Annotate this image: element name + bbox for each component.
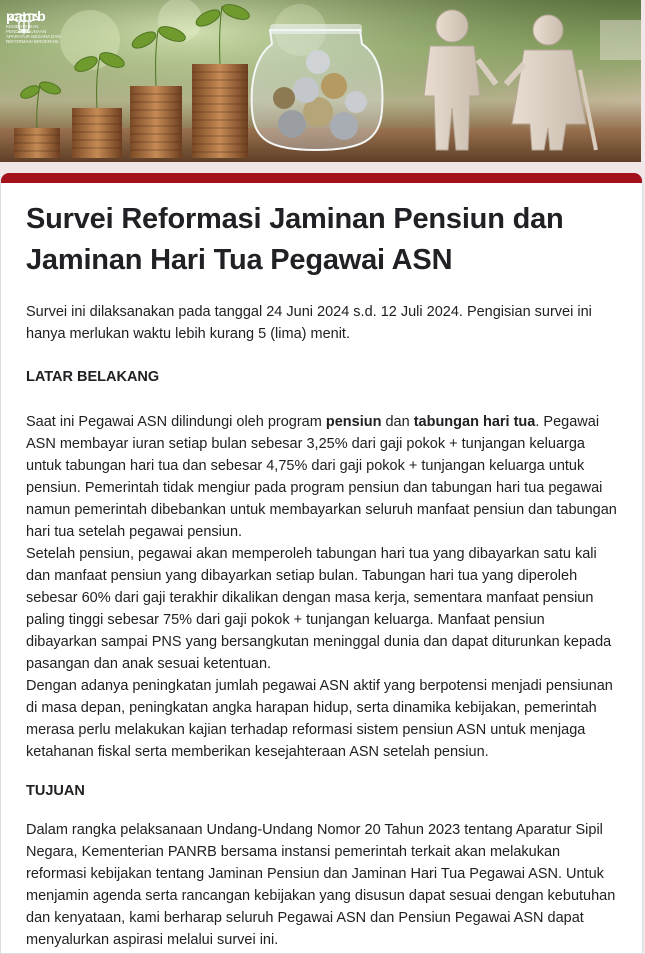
form-title: Survei Reformasi Jaminan Pensiun dan Jaminan Hari Tua Pegawai ASN bbox=[26, 203, 564, 276]
logo-ministry-name: KEMENTERIAN PENDAYAGUNAAN APARATUR NEGARA DAN REFORMASI BIROKRASI bbox=[6, 24, 61, 44]
intro-text: Survei ini dilaksanakan pada tanggal 24 Juni 2024 s.d. 12 Juli 2024. Pengisian survei ini hanya merlukan waktu lebih kurang 5 (lima) menit. bbox=[26, 304, 592, 342]
section-heading-tujuan: TUJUAN bbox=[26, 783, 85, 799]
bold-term-tabungan-hari-tua: tabungan hari tua bbox=[413, 414, 536, 430]
header-banner-image bbox=[0, 0, 641, 162]
form-header-card bbox=[0, 173, 643, 954]
latar-text-segment: Saat ini Pegawai ASN dilindungi oleh program bbox=[26, 414, 326, 430]
latar-text-segment: . Pegawai ASN membayar iuran setiap bulan sebesar 3,25% dari gaji pokok + tunjangan keluarga untuk tabungan hari tua dan sebesar 4,75% dari gaji pokok + tunjangan keluarga untuk pensiun. Pemerintah tidak mengiur pada program pensiun dan tabungan hari tua pegawai namun pemerintah dibebankan untuk membayarkan seluruh manfaat pensiun dan tabungan hari tua setelah pegawai pensiun. bbox=[26, 414, 617, 540]
tujuan-paragraph: Dalam rangka pelaksanaan Undang-Undang Nomor 20 Tahun 2023 tentang Aparatur Sipil Negara, Kementerian PANRB bersama instansi pemerintah terkait akan melakukan reformasi kebijakan tentang Jaminan Pensiun dan Jaminan Hari Tua Pegawai ASN. Untuk menjamin agenda serta rancangan kebijakan yang disusun dapat sesuai dengan kebutuhan dan kenyataan, kami berharap seluruh Pegawai ASN dan Pensiun Pegawai ASN dapat menyalurkan aspirasi melalui survei ini. bbox=[26, 822, 616, 948]
bold-term-pensiun: pensiun bbox=[325, 414, 382, 430]
latar-belakang-paragraph-1 bbox=[26, 411, 618, 543]
banner-illustration bbox=[0, 0, 641, 162]
latar-text-segment: dan bbox=[381, 414, 414, 430]
card-accent-bar bbox=[1, 173, 642, 183]
section-heading-latar-belakang: LATAR BELAKANG bbox=[26, 369, 160, 385]
logo-wordmark: panrb bbox=[6, 8, 46, 24]
form-description bbox=[1, 183, 642, 951]
latar-belakang-paragraph-3: Dengan adanya peningkatan jumlah pegawai ASN aktif yang berpotensi menjadi pensiunan di masa depan, peningkatan angka harapan hidup, serta dinamika kebijakan, pemerintah merasa perlu melakukan kajian terhadap reformasi sistem pensiun ASN untuk menjaga ketahanan fiskal serta memberikan kesejahteraan ASN setelah pensiun. bbox=[26, 678, 613, 760]
panrb-logo bbox=[6, 8, 68, 44]
latar-belakang-paragraph-2: Setelah pensiun, pegawai akan memperoleh tabungan hari tua yang dibayarkan satu kali dan manfaat pensiun yang dibayarkan setiap bulan. Tabungan hari tua yang diperoleh sebesar 60% dari gaji terakhir dikalikan dengan masa kerja, sementara manfaat pensiun paling tinggi sebesar 75% dari gaji pokok + tunjangan keluarga. Manfaat pensiun dibayarkan sampai PNS yang bersangkutan meninggal dunia dan dapat diturunkan kepada pasangan dan anak sesuai ketentuan. bbox=[26, 546, 612, 672]
